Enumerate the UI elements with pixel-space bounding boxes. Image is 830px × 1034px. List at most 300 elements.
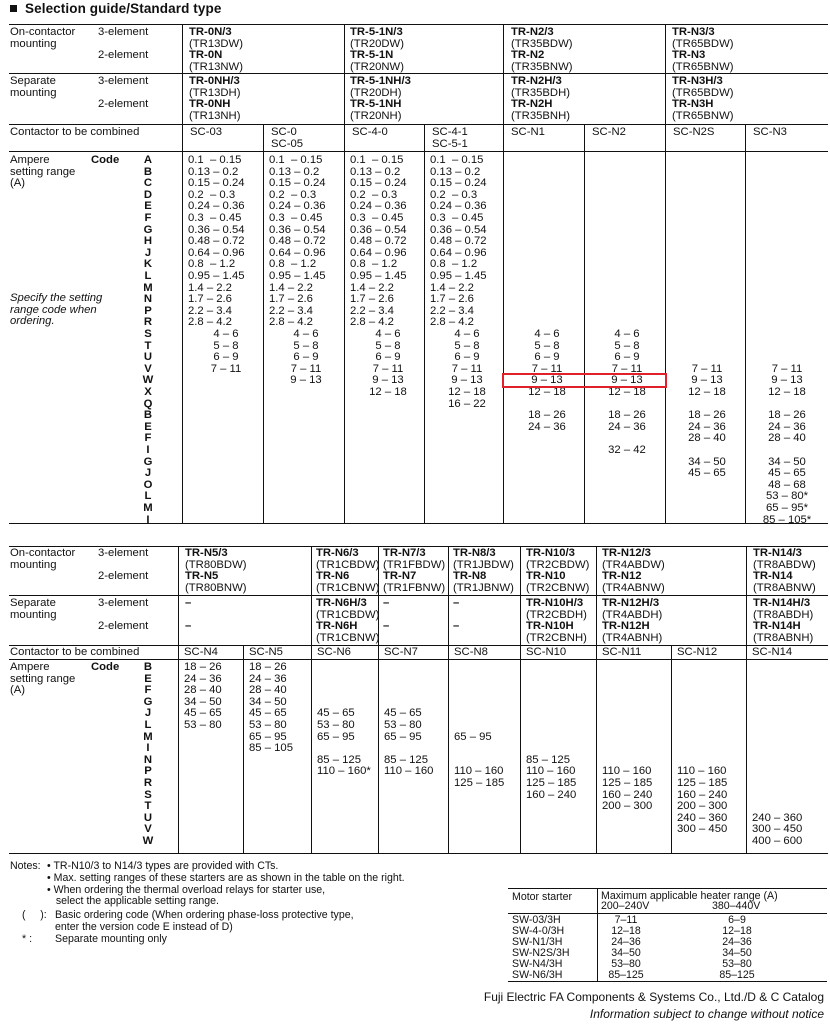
t2-model-on3-code: (TR8ABDW) [753,558,816,571]
t2-model-on3-code: (TR80BDW) [185,558,247,571]
t1-range-value: 0.13 – 0.2 [188,165,239,178]
t1-range-value: 6 – 9 [534,351,560,364]
t1-range-value: 7 – 11 [771,362,803,375]
page-title-text: Selection guide/Standard type [25,1,222,16]
t1-group-divider [344,24,345,523]
t1-range-value: 0.13 – 0.2 [430,165,481,178]
t2-range-code: B [143,661,153,673]
t2-separate-label: Separate mounting [10,597,57,621]
t1-group-divider [503,24,504,523]
t2-model-sep3: TR-N14H/3 [753,597,811,609]
t2-range-value: 65 – 95 [317,730,355,743]
paren-text: Basic ordering code (When ordering phase-loss protective type, enter the version code E instead of D) [55,909,354,933]
t1-ampere-label: Ampere setting range (A) [10,154,76,190]
t1-contactor-3: SC-4-1 SC-5-1 [432,126,468,150]
t1-range-value: 0.95 – 1.45 [188,270,245,282]
t1-range-value: 2.2 – 3.4 [430,304,474,317]
t1-range-value: 0.24 – 0.36 [350,200,407,213]
t2-range-value: 200 – 300 [602,800,653,813]
t2-range-code: S [144,788,152,801]
t2-range-value: 18 – 26 [184,661,222,673]
t1-range-code: E [144,200,152,213]
t1-contactor-5: SC-N2 [592,126,626,138]
t2-contactor-label: Contactor to be combined [10,646,140,658]
t2-range-value: 160 – 240 [677,788,728,801]
t1-on-contactor-label: On-contactor mounting [10,26,76,50]
starter-row-380: 34–50 [722,947,752,959]
t2-range-code: J [144,707,152,720]
t2-range-value: 28 – 40 [249,684,287,697]
t2-model-on3: TR-N10/3 [526,547,575,559]
t2-range-value: 300 – 450 [677,823,728,836]
t1-bottom-rule [9,523,828,524]
t1-range-value: 12 – 18 [688,386,726,398]
t1-range-code: P [144,304,152,317]
t2-code-label: Code [91,661,120,673]
t2-model-on2-code: (TR2CBNW) [526,581,590,594]
t1-range-value: 0.8 – 1.2 [188,258,236,271]
paren-mark: ( ): [22,909,47,921]
t1-range-value: 4 – 6 [454,328,480,340]
t1-range-value: 7 – 11 [691,362,723,375]
t1-code-label: Code [91,154,120,166]
footer-notice: Information subject to change without notice [589,1007,824,1021]
t1-contactor-label: Contactor to be combined [10,126,140,138]
t1-range-code: L [144,490,152,503]
starter-col-max: Maximum applicable heater range (A) [601,890,778,902]
t2-model-sep2: – [185,620,192,632]
t1-model-on2-code: (TR35BNW) [511,60,573,73]
t2-range-code: U [143,811,153,824]
t1-range-value: 5 – 8 [614,339,640,352]
t1-range-value: 9 – 13 [531,374,563,387]
t2-group-divider [746,546,747,853]
t2-model-on3: TR-N5/3 [185,547,228,559]
t2-range-value: 65 – 95 [384,730,422,743]
t2-range-code: T [144,800,152,813]
t1-range-value: 9 – 13 [691,374,723,387]
t2-range-value: 53 – 80 [184,719,222,731]
t1-model-on2: TR-0N [189,49,223,62]
t1-range-value: 24 – 36 [688,420,726,433]
t2-model-sep2-code: (TR4ABNH) [602,631,663,644]
star-text: Separate mounting only [55,933,167,945]
t1-range-value: 0.8 – 1.2 [269,258,317,271]
t1-range-value: 7 – 11 [611,362,643,375]
t1-range-value: 0.64 – 0.96 [350,246,407,259]
t1-range-value: 6 – 9 [293,351,319,364]
t2-range-value: 65 – 95 [249,730,287,743]
t1-range-value: 28 – 40 [768,432,806,445]
t1-range-code: B [143,409,153,422]
t2-ampere-label: Ampere setting range (A) [10,661,76,697]
t2-range-code: R [143,777,153,789]
t1-model-sep2-code: (TR20NH) [350,109,402,122]
t1-range-value: 0.1 – 0.15 [430,154,484,166]
starter-row-model: SW-03/3H [512,914,561,926]
t2-contactor-6: SC-N11 [602,646,642,658]
t1-range-value: 1.7 – 2.6 [430,293,474,306]
t2-model-on2: TR-N12 [602,570,642,583]
t1-sub-divider [424,124,425,523]
t2-model-sep2: TR-N14H [753,620,801,633]
t2-model-on2-code: (TR1CBNW) [316,581,380,594]
t1-range-value: 0.36 – 0.54 [430,223,487,236]
starter-row-model: SW-N4/3H [512,958,563,970]
t2-range-value: 34 – 50 [249,695,287,708]
t2-range-value: 85 – 105 [249,742,293,755]
t1-range-value: 0.1 – 0.15 [188,154,242,166]
t1-range-value: 32 – 42 [608,444,646,456]
t2-range-value: 125 – 185 [454,777,505,789]
t1-model-on3: TR-0N/3 [189,26,232,38]
t2-group-divider [311,546,312,853]
t1-model-on2: TR-N3 [672,49,706,62]
t1-range-value: 65 – 95* [765,502,809,514]
t2-range-value: 240 – 360 [677,811,728,824]
t1-model-sep3-code: (TR13DH) [189,86,241,99]
t1-range-value: 0.48 – 0.72 [188,235,245,248]
t2-model-sep3: TR-N6H/3 [316,597,367,609]
t1-range-value: 6 – 9 [454,351,480,364]
t1-contactor-7: SC-N3 [753,126,787,138]
t1-model-sep2-code: (TR35BNH) [511,109,570,122]
t2-rule-on-sep [9,595,828,596]
t2-range-code: I [146,742,150,755]
note-item: • Max. setting ranges of these starters are as shown in the table on the right. [47,872,405,884]
t1-range-code: J [144,246,152,259]
t1-model-on3-code: (TR13DW) [189,37,243,50]
t1-range-code: T [144,339,152,352]
t1-range-value: 4 – 6 [614,328,640,340]
t1-range-value: 4 – 6 [213,328,239,340]
t2-model-on2-code: (TR1FBNW) [383,581,446,594]
t1-range-value: 45 – 65 [768,467,806,480]
t1-range-code: G [143,223,153,236]
t2-on-2element: 2-element [98,570,149,582]
t2-model-sep2-code: (TR8ABNH) [753,631,814,644]
t2-range-value: 110 – 160 [526,765,576,778]
t2-range-code: F [144,684,152,697]
t1-model-on3: TR-N3/3 [672,26,715,38]
t1-sub-divider [263,124,264,523]
t2-contactor-7: SC-N12 [677,646,718,658]
t1-contactor-2: SC-4-0 [352,126,388,138]
t1-range-code: N [143,293,153,306]
t1-range-value: 48 – 68 [768,478,806,491]
t1-range-value: 18 – 26 [688,409,726,422]
starter-v380: 380–440V [712,900,761,912]
t2-range-value: 85 – 125 [317,753,361,766]
t2-range-value: 45 – 65 [249,707,287,720]
starter-row-380: 85–125 [719,969,755,981]
t1-range-code: J [144,467,152,480]
t2-range-value: 28 – 40 [184,684,222,697]
starter-row-model: SW-N6/3H [512,969,563,981]
t1-range-value: 0.3 – 0.45 [430,212,484,224]
t1-model-on2: TR-5-1N [350,49,394,62]
t1-range-code: M [143,281,153,294]
t1-range-value: 2.8 – 4.2 [430,316,474,329]
t2-range-value: 45 – 65 [317,707,355,720]
t1-range-value: 24 – 36 [528,420,566,433]
t1-model-sep2-code: (TR65BNW) [672,109,734,122]
t2-model-sep3-code: (TR8ABDH) [753,608,814,621]
t1-model-sep3: TR-N3H/3 [672,75,723,87]
t1-contactor-0: SC-03 [190,126,223,138]
t1-range-value: 12 – 18 [608,386,646,398]
t2-model-sep2-code: (TR1CBNW) [316,631,380,644]
t1-range-value: 2.2 – 3.4 [350,304,394,317]
t2-group-divider [178,546,179,853]
t1-model-on2-code: (TR65BNW) [672,60,734,73]
starter-row-model: SW-N2S/3H [512,947,570,959]
starter-row-200: 34–50 [611,947,641,959]
t2-range-value: 45 – 65 [184,707,222,720]
t1-range-value: 0.2 – 0.3 [269,188,317,201]
t1-range-value: 1.4 – 2.2 [350,281,394,294]
t1-range-value: 7 – 11 [451,362,483,375]
t1-range-value: 2.2 – 3.4 [269,304,313,317]
starter-row-200: 53–80 [611,958,641,970]
t1-range-value: 4 – 6 [293,328,319,340]
t2-on-3element: 3-element [98,547,149,559]
t2-range-value: 18 – 26 [249,661,287,673]
t1-range-value: 0.36 – 0.54 [350,223,407,236]
t1-model-sep2: TR-N2H [511,98,553,111]
t1-model-sep2: TR-5-1NH [350,98,402,111]
note-item: • When ordering the thermal overload relays for starter use, select the applicable setting range. [47,883,326,908]
t1-range-value: 0.15 – 0.24 [350,177,407,190]
notes-label: Notes: [10,860,41,872]
t2-range-value: 24 – 36 [184,672,222,685]
t1-range-value: 24 – 36 [768,420,806,433]
t2-range-value: 45 – 65 [384,707,422,720]
t1-range-code: I [146,444,150,456]
t1-range-value: 7 – 11 [210,362,242,375]
t1-model-on2: TR-N2 [511,49,545,62]
t2-model-on3-code: (TR4ABDW) [602,558,665,571]
starter-col-motor: Motor starter [512,891,573,903]
t2-range-value: 160 – 240 [526,788,577,801]
t1-range-value: 9 – 13 [611,374,643,387]
t1-model-on3-code: (TR35BDW) [511,37,573,50]
t1-range-value: 0.24 – 0.36 [269,200,326,213]
page-title [10,3,221,15]
t1-range-value: 5 – 8 [375,339,401,352]
table1-top-rule [9,24,828,25]
t1-range-code: C [143,177,153,190]
t2-range-value: 200 – 300 [677,800,728,813]
t2-range-code: G [143,695,153,708]
t1-range-value: 1.4 – 2.2 [188,281,232,294]
t2-range-value: 240 – 360 [752,811,803,824]
t2-range-value: 110 – 160 [454,765,504,778]
t2-contactor-5: SC-N10 [526,646,567,658]
t2-range-value: 125 – 185 [677,777,728,789]
t1-range-value: 12 – 18 [448,386,486,398]
t1-range-value: 0.13 – 0.2 [350,165,401,178]
t2-contactor-8: SC-N14 [752,646,793,658]
t1-model-sep3-code: (TR35BDH) [511,86,570,99]
t1-range-value: 0.48 – 0.72 [430,235,487,248]
t1-range-code: S [144,328,152,340]
t2-model-on2: TR-N10 [526,570,566,583]
t2-model-on3: TR-N8/3 [453,547,496,559]
t1-model-sep3-code: (TR65BDW) [672,86,734,99]
starter-divider [597,888,598,981]
t1-rule-on-sep [9,73,828,74]
t2-model-sep3: – [453,597,460,609]
t2-model-on2: TR-N7 [383,570,417,583]
t1-model-on3: TR-N2/3 [511,26,554,38]
t2-sub-divider [671,645,672,853]
t2-model-sep2: – [453,620,460,632]
t2-model-on3: TR-N12/3 [602,547,651,559]
t1-contactor-1: SC-0 SC-05 [271,126,304,150]
t1-range-value: 34 – 50 [688,455,726,468]
t1-range-value: 0.64 – 0.96 [430,246,487,259]
t2-model-on2-code: (TR1JBNW) [453,581,514,594]
t1-model-on3-code: (TR20DW) [350,37,404,50]
t2-model-sep3: – [185,597,192,609]
t1-range-value: 7 – 11 [372,362,404,375]
t2-rule-ampere [9,659,828,660]
t1-range-code: F [144,212,152,224]
t2-range-value: 110 – 160 [677,765,727,778]
t1-separate-label: Separate mounting [10,75,57,99]
t1-range-code: M [143,502,153,514]
t1-model-on2-code: (TR13NW) [189,60,243,73]
t2-range-value: 53 – 80 [384,719,422,731]
t1-range-value: 0.15 – 0.24 [430,177,487,190]
t1-range-code: B [143,165,153,178]
t1-rule-ampere [9,151,828,152]
t1-range-value: 0.3 – 0.45 [269,212,323,224]
t1-range-value: 0.95 – 1.45 [350,270,407,282]
t1-range-value: 0.48 – 0.72 [269,235,326,248]
t1-range-code: U [143,351,153,364]
t1-range-value: 0.15 – 0.24 [188,177,245,190]
t1-range-value: 0.3 – 0.45 [350,212,404,224]
t1-range-code: H [143,235,153,248]
starter-top-rule [508,888,827,889]
star-mark: * : [22,933,33,945]
t2-group-divider [596,546,597,853]
t2-range-value: 110 – 160 [384,765,434,778]
t1-range-code: K [143,258,153,271]
t2-model-on2: TR-N6 [316,570,350,583]
starter-row-200: 7–11 [614,914,638,926]
t1-range-value: 0.3 – 0.45 [188,212,242,224]
t2-model-sep3: TR-N10H/3 [526,597,584,609]
t2-model-sep2: – [383,620,390,632]
t1-model-sep3: TR-N2H/3 [511,75,562,87]
t1-range-value: 0.15 – 0.24 [269,177,326,190]
starter-row-200: 24–36 [611,936,641,948]
starter-row-200: 12–18 [611,925,641,937]
t1-range-value: 18 – 26 [768,409,806,422]
t1-range-value: 9 – 13 [451,374,483,387]
t2-contactor-1: SC-N5 [249,646,283,658]
t1-on-3element: 3-element [98,26,149,38]
title-bullet-icon [10,5,17,12]
t2-model-on2: TR-N14 [753,570,793,583]
t1-range-value: 9 – 13 [290,374,322,387]
starter-row-model: SW-N1/3H [512,936,563,948]
t1-range-code: G [143,455,153,468]
t1-range-value: 4 – 6 [534,328,560,340]
t2-group-divider [378,546,379,853]
t1-range-value: 2.8 – 4.2 [269,316,313,329]
t2-range-value: 34 – 50 [184,695,222,708]
t2-range-code: W [142,835,154,847]
t1-range-value: 0.13 – 0.2 [269,165,320,178]
note-item: • TR-N10/3 to N14/3 types are provided with CTs. [47,860,279,872]
t2-model-sep2: TR-N12H [602,620,650,633]
t2-model-on2-code: (TR4ABNW) [602,581,665,594]
t1-range-value: 0.8 – 1.2 [350,258,398,271]
t2-model-sep3: TR-N12H/3 [602,597,660,609]
t1-model-sep2-code: (TR13NH) [189,109,241,122]
t1-model-sep2: TR-0NH [189,98,231,111]
t1-range-value: 0.48 – 0.72 [350,235,407,248]
t1-sub-divider [584,124,585,523]
t1-range-value: 28 – 40 [688,432,726,445]
t2-model-sep2: TR-N6H [316,620,358,633]
t2-range-value: 24 – 36 [249,672,287,685]
t1-model-sep3: TR-0NH/3 [189,75,240,87]
t1-range-value: 6 – 9 [614,351,640,364]
t1-range-value: 5 – 8 [293,339,319,352]
t2-model-on3: TR-N14/3 [753,547,802,559]
t1-on-2element: 2-element [98,49,149,61]
t1-range-code: O [143,478,153,491]
t1-range-value: 45 – 65 [688,467,726,480]
t1-model-sep2: TR-N3H [672,98,714,111]
t1-range-value: 0.1 – 0.15 [269,154,323,166]
t1-range-value: 0.64 – 0.96 [269,246,326,259]
t1-range-value: 53 – 80* [765,490,809,503]
t2-contactor-0: SC-N4 [184,646,218,658]
t2-contactor-2: SC-N6 [317,646,351,658]
t1-sub-divider [745,124,746,523]
starter-row-380: 53–80 [722,958,752,970]
t1-range-value: 7 – 11 [531,362,563,375]
t2-range-value: 85 – 125 [526,753,570,766]
t2-model-on2-code: (TR80BNW) [185,581,247,594]
t2-model-on3-code: (TR1FBDW) [383,558,446,571]
t1-range-value: 9 – 13 [771,374,803,387]
t1-range-code: I [146,513,150,526]
t1-range-value: 0.95 – 1.45 [269,270,326,282]
t2-on-contactor-label: On-contactor mounting [10,547,76,571]
t1-range-value: 0.2 – 0.3 [430,188,478,201]
t1-range-value: 0.1 – 0.15 [350,154,404,166]
t1-group-divider [182,24,183,523]
t2-model-on3-code: (TR1CBDW) [316,558,380,571]
t1-range-value: 5 – 8 [213,339,239,352]
t1-range-value: 9 – 13 [372,374,404,387]
t2-range-value: 53 – 80 [317,719,355,731]
t2-sep-2element: 2-element [98,620,149,632]
t2-range-code: N [143,753,153,766]
t1-specify-note: Specify the setting range code when ordering. [10,292,103,328]
t2-range-value: 110 – 160 [602,765,652,778]
t1-model-sep3-code: (TR20DH) [350,86,402,99]
t2-range-value: 400 – 600 [752,835,803,847]
t1-model-on2-code: (TR20NW) [350,60,404,73]
